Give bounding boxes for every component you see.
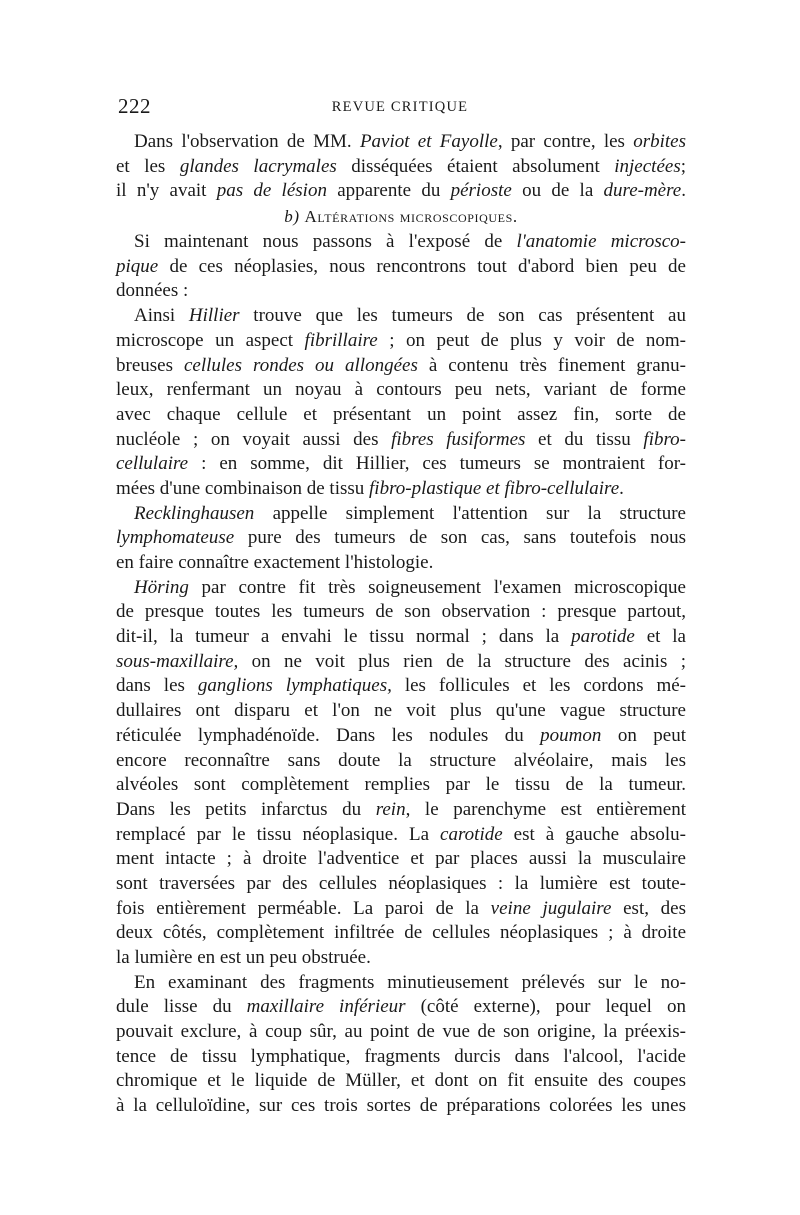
text-line: deux côtés, complètement infiltrée de cellules néoplasiques ; à droite <box>116 922 686 944</box>
text-line: alvéoles sont complètement remplies par le tissu de la tumeur. <box>116 774 686 796</box>
journal-title: REVUE CRITIQUE <box>331 99 469 115</box>
text-line: Si maintenant nous passons à l'exposé de l'anatomie microsco- <box>134 231 686 253</box>
text-line: sous-maxillaire, on ne voit plus rien de la structure des acinis ; <box>116 650 686 672</box>
text-line: nucléole ; on voyait aussi des fibres fusiformes et du tissu fibro- <box>116 428 686 450</box>
text-line: sont traversées par des cellules néoplasiques : la lumière est toute- <box>116 872 686 894</box>
text-line: la lumière en est un peu obstruée. <box>116 947 371 968</box>
text-line: en faire connaître exactement l'histologie. <box>116 552 434 573</box>
text-line: Dans l'observation de MM. Paviot et Fayolle, par contre, les orbites <box>134 131 686 152</box>
text-line: avec chaque cellule et présentant un point assez fin, sorte de <box>116 403 686 425</box>
body-text <box>116 130 686 1119</box>
text-line: chromique et le liquide de Müller, et dont on fit ensuite des coupes <box>116 1070 686 1092</box>
subheading-title: Altérations microscopiques. <box>304 207 518 227</box>
page-number: 222 <box>118 94 151 118</box>
text-line: breuses cellules rondes ou allongées à contenu très finement granu- <box>116 354 686 376</box>
subheading-letter: b) <box>284 207 300 227</box>
text-line: fois entièrement perméable. La paroi de la veine jugulaire est, des <box>116 897 687 919</box>
text-line: leux, renfermant un noyau à contours peu nets, variant de forme <box>116 379 686 401</box>
text-line: de presque toutes les tumeurs de son observation : presque partout, <box>116 601 686 623</box>
text-line: données : <box>116 280 189 302</box>
text-line: dans les ganglions lymphatiques, les follicules et les cordons mé- <box>116 675 686 697</box>
text-line: et les glandes lacrymales disséquées étaient absolument injectées; <box>116 155 686 177</box>
text-line: encore reconnaître sans doute la structure alvéolaire, mais les <box>116 749 686 771</box>
text-line: Dans les petits infarctus du rein, le parenchyme est entièrement <box>116 798 686 820</box>
text-line: ment intacte ; à droite l'adventice et par places aussi la musculaire <box>116 848 686 870</box>
text-line: tence de tissu lymphatique, fragments durcis dans l'alcool, l'acide <box>116 1045 686 1067</box>
text-line: réticulée lymphadénoïde. Dans les nodules du poumon on peut <box>116 724 686 746</box>
text-line: Ainsi Hillier trouve que les tumeurs de son cas présentent au <box>134 305 686 327</box>
text-line: Höring par contre fit très soigneusement l'examen microscopique <box>134 576 686 598</box>
text-line: il n'y avait pas de lésion apparente du périoste ou de la dure-mère. <box>116 180 686 202</box>
text-line: remplacé par le tissu néoplasique. La carotide est à gauche absolu- <box>116 823 686 845</box>
text-line: dit-il, la tumeur a envahi le tissu normal ; dans la parotide et la <box>116 626 686 648</box>
text-line: En examinant des fragments minutieusement prélevés sur le no- <box>134 971 686 993</box>
text-line: à la celluloïdine, sur ces trois sortes de préparations colorées les unes <box>116 1095 686 1117</box>
text-line: lymphomateuse pure des tumeurs de son cas, sans toutefois nous <box>116 527 686 549</box>
text-line: dullaires ont disparu et l'on ne voit plus qu'une vague structure <box>116 700 686 722</box>
text-line: Recklinghausen appelle simplement l'attention sur la structure <box>134 502 686 524</box>
text-line: cellulaire : en somme, dit Hillier, ces tumeurs se montraient for- <box>116 453 686 475</box>
text-line: pique de ces néoplasies, nous rencontrons tout d'abord bien peu de <box>116 255 686 277</box>
text-line: mées d'une combinaison de tissu fibro-plastique et fibro-cellulaire. <box>116 477 624 499</box>
text-line: microscope un aspect fibrillaire ; on peut de plus y voir de nom- <box>116 329 686 351</box>
text-line: pouvait exclure, à coup sûr, au point de vue de son origine, la préexis- <box>116 1021 686 1043</box>
running-head <box>116 92 684 122</box>
section-subheading <box>116 204 686 230</box>
text-line: dule lisse du maxillaire inférieur (côté externe), pour lequel on <box>116 996 686 1018</box>
